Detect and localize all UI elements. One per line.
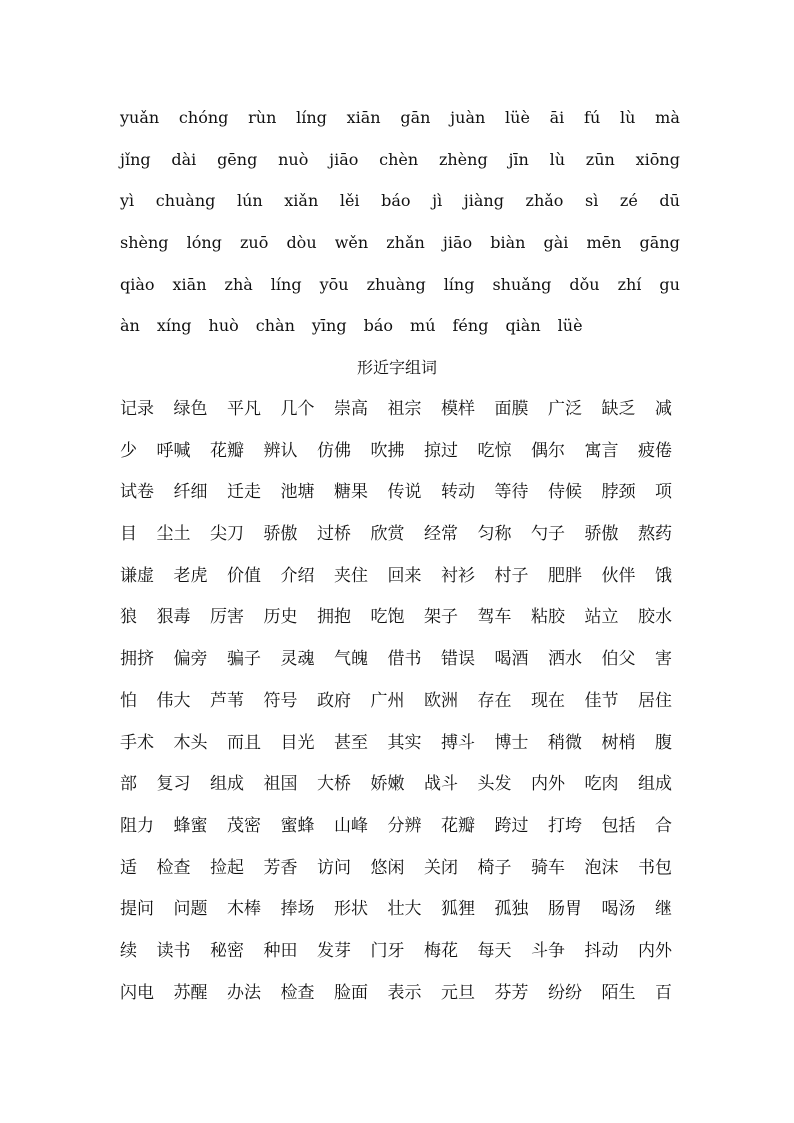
- pinyin-syllable: zé: [619, 191, 638, 211]
- word-item: 错误: [441, 649, 475, 670]
- word-groups-section: [120, 397, 672, 1022]
- word-item: 伯父: [601, 649, 636, 670]
- word-item: 架子: [424, 607, 458, 628]
- word-item: 狼: [120, 607, 137, 628]
- word-item: 项: [655, 482, 672, 503]
- word-item: 崇高: [334, 399, 368, 419]
- word-line: [120, 772, 672, 814]
- word-item: 试卷: [120, 482, 154, 503]
- word-item: 检查: [280, 982, 315, 1003]
- pinyin-syllable: báo: [381, 191, 411, 211]
- word-item: 芦苇: [210, 690, 244, 711]
- word-item: 读书: [156, 940, 191, 961]
- word-item: 欧洲: [424, 690, 458, 711]
- pinyin-syllable: gu: [659, 274, 680, 294]
- word-item: 池塘: [280, 482, 315, 503]
- word-item: 糖果: [334, 482, 368, 503]
- word-item: 掠过: [424, 440, 458, 461]
- word-item: 价值: [227, 565, 261, 586]
- word-item: 尖刀: [210, 524, 244, 545]
- word-item: 木头: [173, 732, 208, 753]
- word-item: 拥挤: [120, 649, 154, 670]
- word-item: 而且: [227, 732, 261, 753]
- pinyin-syllable: fú: [584, 108, 601, 127]
- word-line: [120, 731, 672, 773]
- word-line: [120, 564, 672, 606]
- word-item: 提问: [120, 899, 154, 920]
- pinyin-syllable: zhèng: [438, 149, 488, 169]
- word-item: 厉害: [210, 607, 244, 628]
- pinyin-syllable: yōu: [319, 274, 349, 294]
- word-item: 喝酒: [494, 649, 529, 670]
- word-item: 壮大: [387, 899, 422, 920]
- word-item: 吃惊: [477, 440, 512, 461]
- word-item: 谦虚: [120, 565, 154, 586]
- word-item: 检查: [156, 857, 191, 878]
- word-item: 搏斗: [441, 732, 475, 753]
- pinyin-syllable: lóng: [186, 233, 222, 253]
- word-item: 存在: [477, 690, 512, 711]
- word-item: 门牙: [370, 940, 405, 961]
- word-item: 面膜: [494, 399, 529, 419]
- word-item: 欣赏: [370, 524, 405, 545]
- pinyin-syllable: xiōng: [635, 149, 680, 169]
- word-item: 打垮: [548, 815, 582, 836]
- word-item: 捡起: [210, 857, 244, 878]
- word-item: 肥胖: [548, 565, 582, 586]
- pinyin-syllable: āi: [549, 108, 565, 127]
- pinyin-syllable: gān: [400, 108, 431, 127]
- pinyin-syllable: lù: [620, 108, 636, 127]
- word-item: 灵魂: [280, 649, 315, 670]
- word-item: 战斗: [424, 774, 458, 795]
- word-item: 娇嫩: [370, 774, 405, 795]
- word-item: 跨过: [494, 815, 529, 836]
- word-item: 广泛: [548, 399, 582, 419]
- word-item: 借书: [387, 649, 422, 670]
- word-item: 蜜蜂: [280, 815, 315, 836]
- pinyin-syllable: xiān: [346, 108, 381, 127]
- word-item: 椅子: [477, 857, 512, 878]
- word-item: 目: [120, 524, 137, 545]
- pinyin-syllable: qiào: [120, 274, 155, 294]
- word-item: 历史: [263, 607, 298, 628]
- pinyin-syllable: líng: [296, 108, 327, 127]
- word-item: 头发: [477, 774, 512, 795]
- pinyin-line: [120, 231, 680, 273]
- pinyin-syllable: dǒu: [569, 274, 600, 294]
- word-item: 纷纷: [548, 982, 582, 1003]
- pinyin-syllable: líng: [270, 274, 302, 294]
- pinyin-syllable: jiāo: [442, 233, 473, 253]
- word-item: 呼喊: [156, 440, 191, 461]
- word-item: 山峰: [334, 815, 368, 836]
- word-item: 内外: [638, 940, 672, 961]
- word-item: 伟大: [156, 690, 191, 711]
- word-item: 苏醒: [173, 982, 208, 1003]
- pinyin-line: [120, 273, 680, 315]
- word-item: 仿佛: [317, 440, 351, 461]
- pinyin-syllable: dòu: [286, 233, 317, 253]
- pinyin-syllable: dū: [659, 191, 680, 211]
- pinyin-line: [120, 106, 680, 148]
- pinyin-syllable: zhuàng: [366, 274, 426, 294]
- pinyin-syllable: huò: [208, 316, 239, 336]
- pinyin-syllable: gēng: [217, 149, 258, 169]
- pinyin-syllable: biàn: [490, 233, 526, 253]
- word-line: [120, 689, 672, 731]
- word-item: 广州: [370, 690, 405, 711]
- word-item: 每天: [477, 940, 512, 961]
- pinyin-line: [120, 148, 680, 190]
- word-item: 勺子: [531, 524, 565, 545]
- word-item: 孤独: [494, 899, 529, 920]
- word-item: 转动: [441, 482, 475, 503]
- word-item: 气魄: [334, 649, 368, 670]
- pinyin-syllable: lěi: [339, 191, 360, 211]
- word-item: 现在: [531, 690, 565, 711]
- word-item: 老虎: [173, 565, 208, 586]
- pinyin-syllable: xíng: [156, 316, 192, 336]
- word-item: 问题: [173, 899, 208, 920]
- word-item: 组成: [638, 774, 672, 795]
- word-item: 辨认: [263, 440, 298, 461]
- word-item: 发芽: [317, 940, 351, 961]
- word-item: 疲倦: [638, 440, 672, 461]
- word-item: 匀称: [477, 524, 512, 545]
- word-item: 部: [120, 774, 137, 795]
- word-item: 几个: [280, 399, 315, 419]
- word-line: [120, 647, 672, 689]
- word-item: 继: [655, 899, 672, 920]
- word-item: 百: [655, 982, 672, 1003]
- word-item: 关闭: [424, 857, 458, 878]
- word-item: 粘胶: [531, 607, 565, 628]
- word-item: 狠毒: [156, 607, 191, 628]
- word-item: 寓言: [584, 440, 619, 461]
- word-item: 悠闲: [370, 857, 405, 878]
- word-item: 祖国: [263, 774, 298, 795]
- word-item: 符号: [263, 690, 298, 711]
- word-item: 政府: [317, 690, 351, 711]
- pinyin-syllable: jiāo: [329, 149, 359, 169]
- word-item: 木棒: [227, 899, 261, 920]
- pinyin-syllable: mà: [655, 108, 680, 127]
- word-item: 减: [655, 399, 672, 419]
- word-item: 合: [655, 815, 672, 836]
- word-item: 元旦: [441, 982, 475, 1003]
- word-item: 佳节: [584, 690, 619, 711]
- word-item: 介绍: [280, 565, 315, 586]
- word-line: [120, 439, 672, 481]
- pinyin-syllable: zhí: [617, 274, 642, 294]
- word-item: 怕: [120, 690, 137, 711]
- word-item: 复习: [156, 774, 191, 795]
- word-item: 捧场: [280, 899, 315, 920]
- pinyin-syllable: líng: [443, 274, 475, 294]
- pinyin-syllable: shèng: [120, 233, 169, 253]
- pinyin-syllable: jì: [432, 191, 443, 211]
- word-line: [120, 981, 672, 1023]
- word-item: 尘土: [156, 524, 191, 545]
- pinyin-syllable: lún: [236, 191, 263, 211]
- word-item: 村子: [494, 565, 529, 586]
- word-item: 绿色: [173, 399, 208, 419]
- pinyin-syllable: jiàng: [463, 191, 504, 211]
- word-item: 居住: [638, 690, 672, 711]
- pinyin-syllable: yì: [120, 191, 135, 211]
- pinyin-syllable: dài: [171, 149, 197, 169]
- word-item: 侍候: [548, 482, 582, 503]
- pinyin-syllable: nuò: [278, 149, 309, 169]
- pinyin-syllable: lù: [549, 149, 566, 169]
- word-line: [120, 605, 672, 647]
- word-item: 适: [120, 857, 137, 878]
- word-item: 手术: [120, 732, 154, 753]
- word-item: 伙伴: [601, 565, 636, 586]
- word-line: [120, 480, 672, 522]
- word-item: 平凡: [227, 399, 261, 419]
- pinyin-syllable: chàn: [255, 316, 295, 336]
- word-item: 驾车: [477, 607, 512, 628]
- word-item: 过桥: [317, 524, 351, 545]
- word-item: 缺乏: [601, 399, 636, 419]
- word-item: 迁走: [227, 482, 261, 503]
- pinyin-syllable: xiǎn: [284, 191, 319, 211]
- word-item: 偏旁: [173, 649, 208, 670]
- word-item: 秘密: [210, 940, 244, 961]
- word-item: 抖动: [584, 940, 619, 961]
- word-item: 骑车: [531, 857, 565, 878]
- pinyin-syllable: shuǎng: [492, 274, 552, 294]
- pinyin-syllable: sì: [585, 191, 599, 211]
- word-item: 博士: [494, 732, 529, 753]
- pinyin-syllable: gài: [543, 233, 569, 253]
- word-item: 腹: [655, 732, 672, 753]
- word-item: 组成: [210, 774, 244, 795]
- word-item: 吃饱: [370, 607, 405, 628]
- word-item: 大桥: [317, 774, 351, 795]
- word-item: 夹住: [334, 565, 368, 586]
- pinyin-syllable: féng: [452, 316, 489, 336]
- word-item: 蜂蜜: [173, 815, 208, 836]
- pinyin-syllable: chóng: [178, 108, 229, 127]
- pinyin-syllable: lüè: [557, 316, 583, 336]
- word-item: 模样: [441, 399, 475, 419]
- pinyin-syllable: lüè: [505, 108, 530, 127]
- word-item: 种田: [263, 940, 298, 961]
- word-line: [120, 522, 672, 564]
- word-item: 表示: [387, 982, 422, 1003]
- pinyin-syllable: mú: [410, 316, 436, 336]
- pinyin-line: [120, 314, 680, 356]
- word-item: 脖颈: [601, 482, 636, 503]
- word-line: [120, 856, 672, 898]
- word-item: 回来: [387, 565, 422, 586]
- pinyin-syllable: àn: [120, 316, 140, 336]
- word-item: 芳香: [263, 857, 298, 878]
- word-item: 稍微: [548, 732, 582, 753]
- word-item: 饿: [655, 565, 672, 586]
- pinyin-syllable: wěn: [334, 233, 369, 253]
- word-item: 芬芳: [494, 982, 529, 1003]
- word-item: 站立: [584, 607, 619, 628]
- word-item: 脸面: [334, 982, 368, 1003]
- word-item: 泡沫: [584, 857, 619, 878]
- pinyin-line: [120, 189, 680, 231]
- section-title: 形近字组词: [356, 358, 437, 377]
- word-line: [120, 897, 672, 939]
- pinyin-syllable: zuō: [239, 233, 269, 253]
- word-item: 形状: [334, 899, 368, 920]
- word-item: 偶尔: [531, 440, 565, 461]
- word-item: 内外: [531, 774, 565, 795]
- word-item: 吃肉: [584, 774, 619, 795]
- pinyin-syllable: zhà: [224, 274, 253, 294]
- word-item: 花瓣: [441, 815, 475, 836]
- pinyin-syllable: mēn: [586, 233, 622, 253]
- word-item: 闪电: [120, 982, 154, 1003]
- pinyin-syllable: yīng: [311, 316, 347, 336]
- word-item: 目光: [280, 732, 315, 753]
- word-item: 办法: [227, 982, 261, 1003]
- word-item: 纤细: [173, 482, 208, 503]
- word-item: 少: [120, 440, 137, 461]
- word-item: 斗争: [531, 940, 565, 961]
- pinyin-syllable: chuàng: [155, 191, 216, 211]
- pinyin-syllable: báo: [363, 316, 394, 336]
- word-item: 其实: [387, 732, 422, 753]
- word-item: 骄傲: [584, 524, 619, 545]
- pinyin-syllable: jǐng: [120, 149, 151, 169]
- word-item: 拥抱: [317, 607, 351, 628]
- pinyin-syllable: qiàn: [505, 316, 541, 336]
- word-item: 经常: [424, 524, 458, 545]
- word-item: 骗子: [227, 649, 261, 670]
- word-item: 传说: [387, 482, 422, 503]
- pinyin-syllable: zhǎn: [386, 233, 425, 253]
- word-line: [120, 397, 672, 439]
- pinyin-syllable: jīn: [508, 149, 529, 169]
- word-item: 甚至: [334, 732, 368, 753]
- word-item: 茂密: [227, 815, 261, 836]
- word-item: 熬药: [638, 524, 672, 545]
- word-item: 包括: [601, 815, 636, 836]
- pinyin-syllable: rùn: [248, 108, 277, 127]
- word-item: 祖宗: [387, 399, 422, 419]
- word-item: 骄傲: [263, 524, 298, 545]
- pinyin-syllable: zūn: [585, 149, 615, 169]
- word-item: 衬衫: [441, 565, 475, 586]
- word-item: 狐狸: [441, 899, 475, 920]
- word-item: 陌生: [601, 982, 636, 1003]
- word-item: 访问: [317, 857, 351, 878]
- word-item: 阻力: [120, 815, 154, 836]
- pinyin-syllable: yuǎn: [120, 108, 160, 127]
- word-item: 喝汤: [601, 899, 636, 920]
- pinyin-syllable: juàn: [450, 108, 486, 127]
- word-item: 树梢: [601, 732, 636, 753]
- word-item: 害: [655, 649, 672, 670]
- word-item: 书包: [638, 857, 672, 878]
- pinyin-syllable: gāng: [639, 233, 680, 253]
- word-item: 胶水: [638, 607, 672, 628]
- word-item: 吹拂: [370, 440, 405, 461]
- word-item: 分辨: [387, 815, 422, 836]
- word-item: 洒水: [548, 649, 582, 670]
- pinyin-syllable: xiān: [172, 274, 207, 294]
- word-item: 花瓣: [210, 440, 244, 461]
- word-item: 等待: [494, 482, 529, 503]
- word-item: 记录: [120, 399, 154, 419]
- word-item: 肠胃: [548, 899, 582, 920]
- pinyin-syllable: zhǎo: [525, 191, 564, 211]
- word-line: [120, 814, 672, 856]
- pinyin-syllable: chèn: [379, 149, 419, 169]
- word-item: 续: [120, 940, 137, 961]
- word-line: [120, 939, 672, 981]
- pinyin-section: [120, 106, 680, 356]
- word-item: 梅花: [424, 940, 458, 961]
